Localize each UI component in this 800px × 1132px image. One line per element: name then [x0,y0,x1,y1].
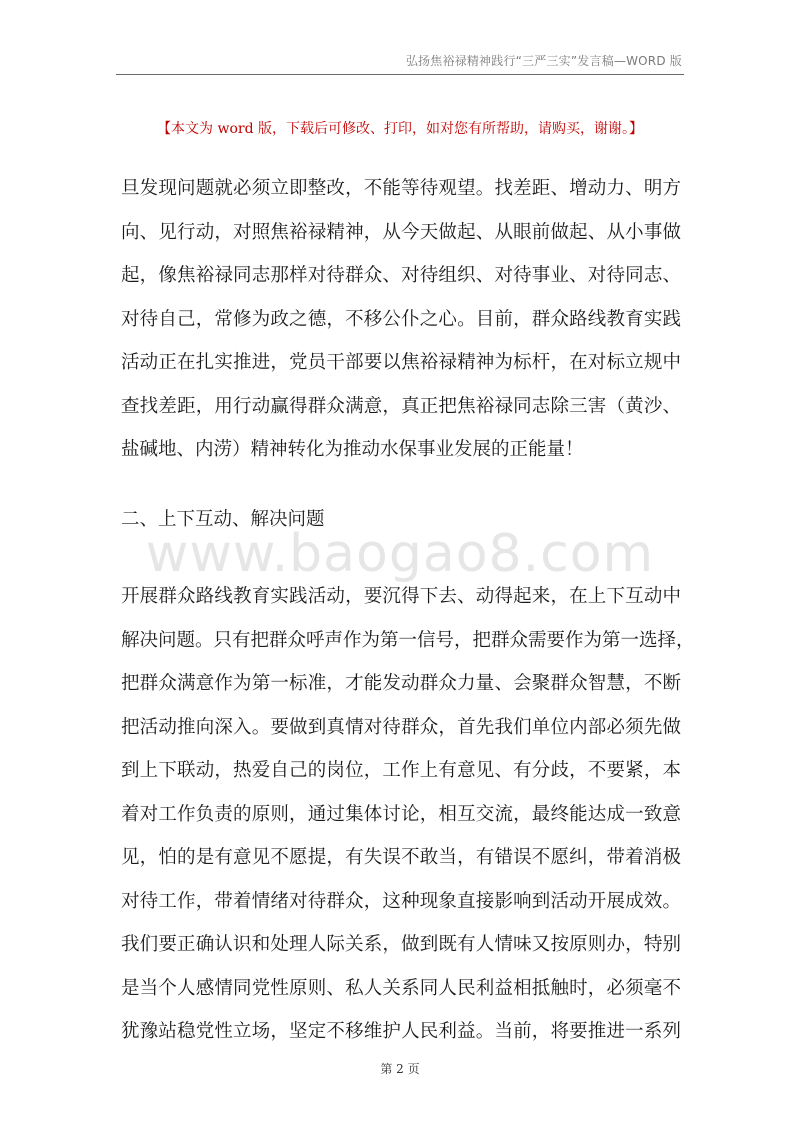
paragraph-1-line-2: 向、见行动，对照焦裕禄精神，从今天做起、从眼前做起、从小事做 [121,221,681,243]
document-header-title: 弘扬焦裕禄精神践行“三严三实”发言稿—WORD 版 [405,54,682,68]
paragraph-1-line-3: 起，像焦裕禄同志那样对待群众、对待组织、对待事业、对待同志、 [121,265,681,286]
paragraph-1-line-5: 活动正在扎实推进，党员干部要以焦裕禄精神为标杆，在对标立规中 [121,352,681,373]
header-divider [116,74,684,75]
paragraph-2-line-7: 见，怕的是有意见不愿提，有失误不敢当，有错误不愿纠，带着消极 [121,847,681,868]
paragraph-1 [121,167,681,472]
paragraph-2-line-5: 到上下联动，热爱自己的岗位，工作上有意见、有分歧，不要紧，本 [121,760,681,781]
paragraph-2-line-10: 是当个人感情同党性原则、私人关系同人民利益相抵触时，必须毫不 [121,977,681,999]
paragraph-1-line-1: 旦发现问题就必须立即整改，不能等待观望。找差距、增动力、明方 [121,178,681,199]
paragraph-1-line-6: 查找差距，用行动赢得群众满意，真正把焦裕禄同志除三害（黄沙、 [121,395,681,417]
paragraph-2-line-2: 解决问题。只有把群众呼声作为第一信号，把群众需要作为第一选择， [121,629,695,651]
paragraph-2-line-6: 着对工作负责的原则，通过集体讨论，相互交流，最终能达成一致意 [121,803,681,825]
paragraph-1-line-4: 对待自己，常修为政之德，不移公仆之心。目前，群众路线教育实践 [121,308,681,330]
download-notice: 【本文为 word 版，下载后可修改、打印，如对您有所帮助，请购买，谢谢。】 [157,121,643,137]
page-number: 第 2 页 [380,1062,420,1076]
paragraph-2-line-9: 我们要正确认识和处理人际关系，做到既有人情味又按原则办，特别 [121,934,681,955]
paragraph-2-line-3: 把群众满意作为第一标准，才能发动群众力量、会聚群众智慧，不断 [121,673,681,694]
paragraph-2-line-1: 开展群众路线教育实践活动，要沉得下去、动得起来，在上下互动中 [121,586,681,607]
paragraph-2-line-4: 把活动推向深入。要做到真情对待群众，首先我们单位内部必须先做 [121,716,681,738]
paragraph-2 [121,575,695,1054]
paragraph-2-line-8: 对待工作，带着情绪对待群众，这种现象直接影响到活动开展成效。 [121,890,681,912]
paragraph-2-line-11: 犹豫站稳党性立场，坚定不移维护人民利益。当前，将要推进一系列 [121,1021,681,1042]
watermark-text: www.baogao8.com [145,524,655,584]
paragraph-1-line-7: 盐碱地、内涝）精神转化为推动水保事业发展的正能量！ [121,439,584,460]
section-heading: 二、上下互动、解决问题 [121,509,325,530]
